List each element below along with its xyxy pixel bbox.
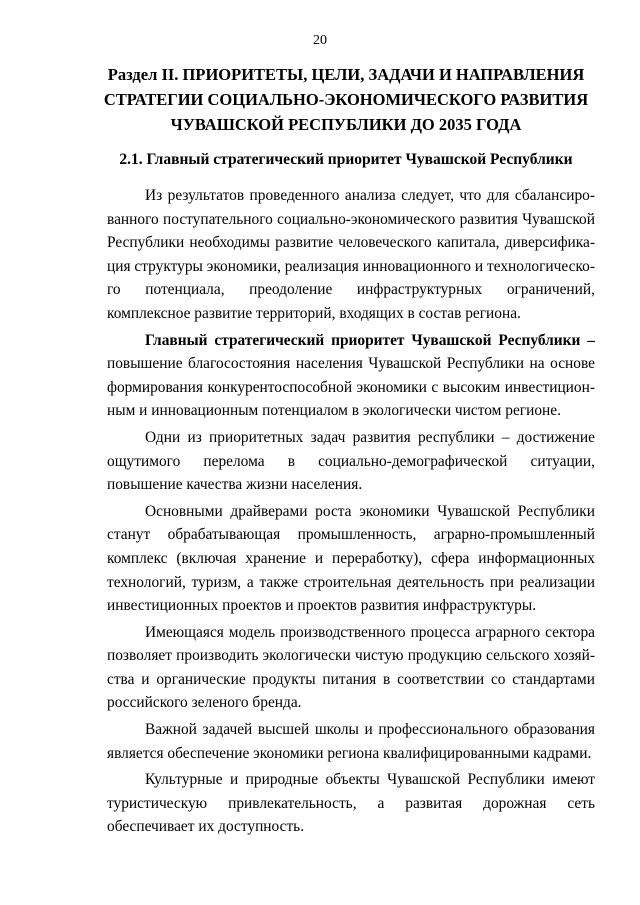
paragraph-text: Важной задачей высшей школы и профессионального образования является обеспечение экономики региона квалифицированными кадрами. — [107, 721, 595, 762]
section-title-line: Раздел II. ПРИОРИТЕТЫ, ЦЕЛИ, ЗАДАЧИ И НАПРАВЛЕНИЯ — [107, 65, 585, 84]
paragraph — [107, 426, 595, 497]
section-title-line: СТРАТЕГИИ СОЦИАЛЬНО-ЭКОНОМИЧЕСКОГО РАЗВИТИЯ — [103, 90, 589, 109]
section-title-line: ЧУВАШСКОЙ РЕСПУБЛИКИ ДО 2035 ГОДА — [170, 115, 522, 134]
section-title — [96, 62, 596, 137]
subsection-title: 2.1. Главный стратегический приоритет Чувашской Республики — [119, 151, 573, 168]
paragraph — [107, 329, 595, 423]
paragraph — [107, 500, 595, 618]
paragraph-text: Из результатов проведенного анализа следует, что для сбалансированного поступательного социально-экономического развития Чувашской Республики необходимы развитие человеческого капитала, диверсификация структуры экономики, реализация инновационного и технологического потенциала, преодоление инфраструктурных ограничений, комплексное развитие территорий, входящих в состав региона. — [107, 187, 595, 322]
paragraph-text: Имеющаяся модель производственного процесса аграрного сектора позволяет производить экологически чистую продукцию сельского хозяйства и органические продукты питания в соответствии со стандартами российского зеленого бренда. — [107, 623, 595, 712]
paragraph-text: Основными драйверами роста экономики Чувашской Республики станут обрабатывающая промышленность, аграрно-промышленный комплекс (включая хранение и переработку), сфера информационных технологий, туризм, а также строительная деятельность при реализации инвестиционных проектов и проектов развития инфраструктуры. — [107, 502, 595, 615]
paragraph — [107, 621, 595, 715]
paragraph — [107, 718, 595, 765]
paragraph-text: Культурные и природные объекты Чувашской Республики имеют туристическую привлекательность, а развитая дорожная сеть обеспечивает их доступность. — [107, 771, 595, 836]
paragraph-text: повышение благосостояния населения Чувашской Республики на основе формирования конкурентоспособной экономики с высоким инвестиционным и инновационным потенциалом в экологически чистом регионе. — [107, 355, 595, 420]
body-text — [107, 184, 595, 842]
paragraph-bold-lead: Главный стратегический приоритет Чувашской Республики – — [145, 331, 595, 349]
paragraph — [107, 184, 595, 326]
paragraph — [107, 768, 595, 839]
page-number: 20 — [313, 33, 327, 48]
paragraph-text: Одни из приоритетных задач развития республики – достижение ощутимого перелома в социально-демографической ситуации, повышение качества жизни населения. — [107, 428, 595, 494]
